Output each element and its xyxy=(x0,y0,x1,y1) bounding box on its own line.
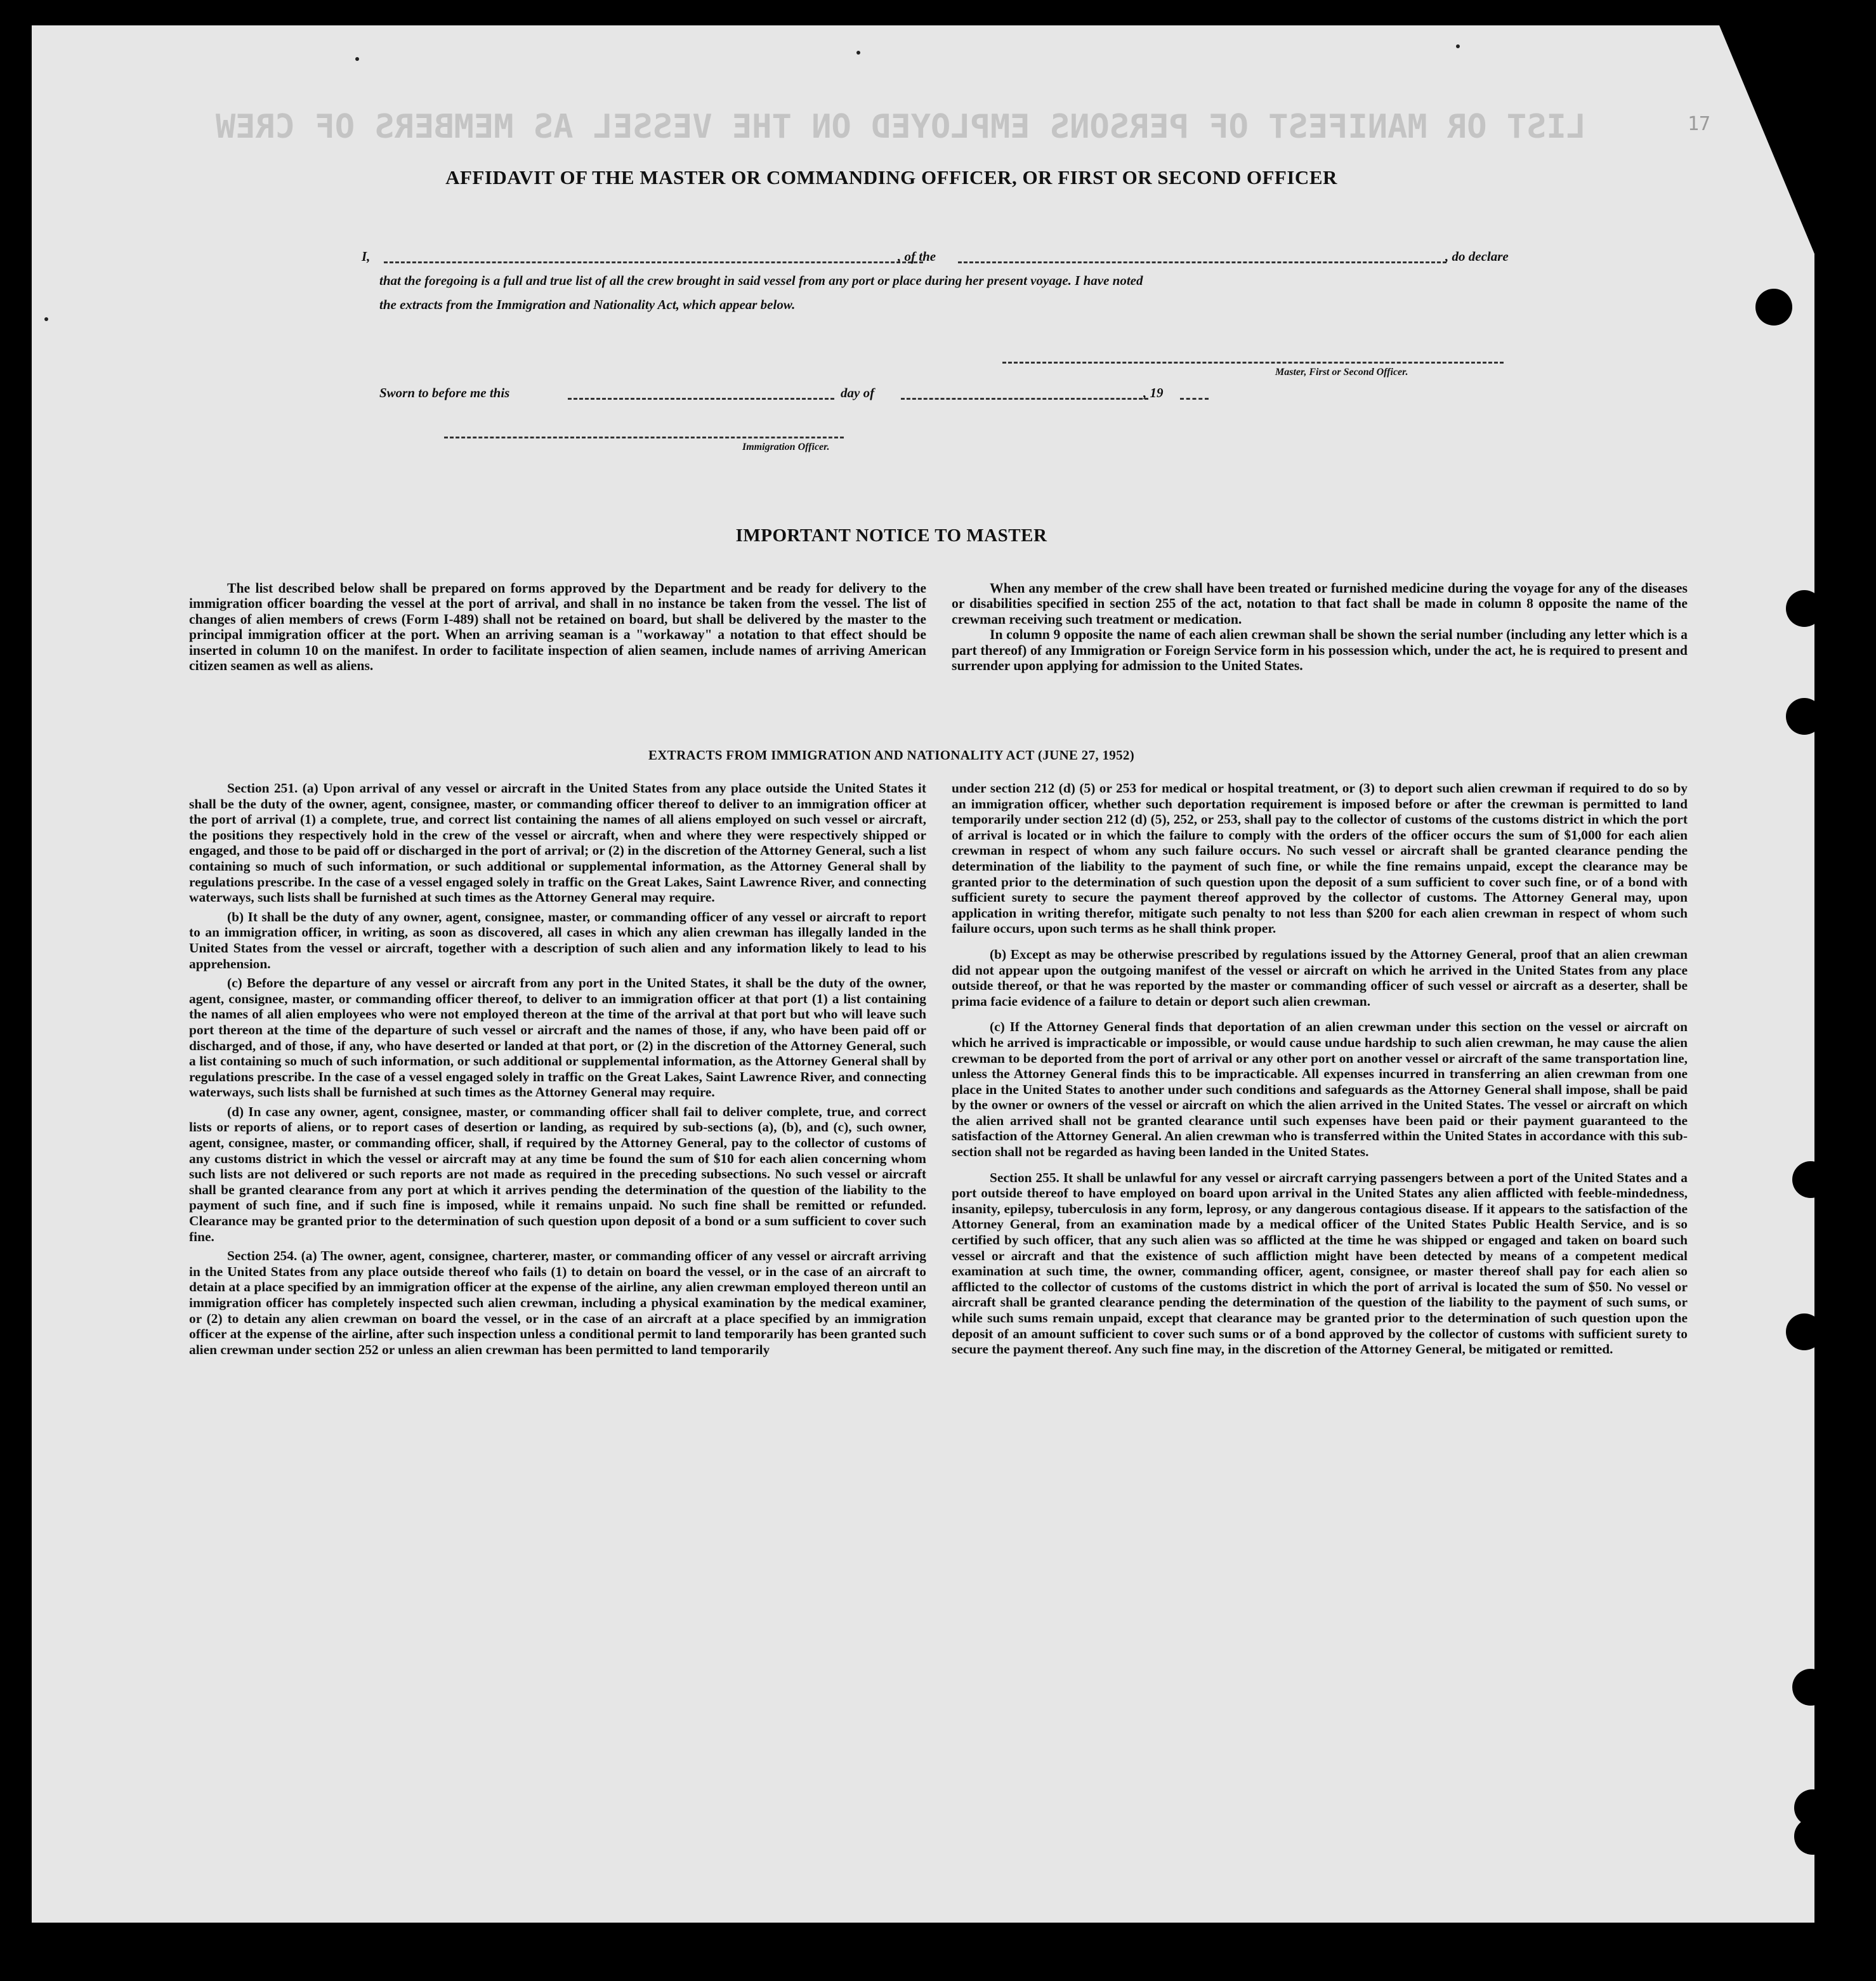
section-254a-continued: under section 212 (d) (5) or 253 for medical or hospital treatment, or (3) to deport such alien crewman if required to do so by an immigration officer, whether such deportation requirement is imposed before or after the crewman is permitted to land temporarily under section 212 (d) (5), 252, or 253, shall pay to the collector of customs of the customs district in which the port of arrival is located or in which the failure to comply with the orders of the officer occurs the sum of $1,000 for each alien crewman in respect of whom any such failure occurs. No such vessel or aircraft shall be granted clearance pending the determination of the liability to the payment of such fine, or while the fine remains unpaid, except the clearance may be granted prior to the determination of such question upon the deposit of a sum sufficient to cover such fine, or of a bond with sufficient surety to secure the payment thereof approved by the collector of customs. The Attorney General may, upon application in writing therefor, mitigate such penalty to not less than $200 for each alien crewman in respect of whom such failure occurs, upon such terms as he shall think proper. xyxy=(952,780,1688,937)
extracts-left-column xyxy=(189,780,926,1357)
master-signature-label: Master, First or Second Officer. xyxy=(1275,367,1408,378)
sworn-label: Sworn to before me this xyxy=(379,385,510,400)
torn-corner xyxy=(1719,25,1814,254)
vessel-blank[interactable] xyxy=(958,261,1446,263)
bleed-through-header: LIST OR MANIFEST OF PERSONS EMPLOYED ON THE VESSEL AS MEMBERS OF CREW xyxy=(215,108,1587,146)
binder-hole xyxy=(1794,1818,1814,1855)
section-251b: (b) It shall be the duty of any owner, agent, consignee, master, or commanding officer of any vessel or aircraft to report to an immigration officer, in writing, as soon as discovered, all cases in which any alien crewman has illegally landed in the United States from the vessel or aircraft, together with a description of such alien and any information likely to lead to his apprehension. xyxy=(189,909,926,971)
sworn-day-blank[interactable] xyxy=(568,398,834,400)
binder-hole xyxy=(1755,289,1792,326)
speck xyxy=(355,57,359,61)
document-page xyxy=(32,25,1814,1923)
notice-right-paragraphs xyxy=(952,581,1688,673)
section-255: Section 255. It shall be unlawful for any vessel or aircraft carrying passengers between a port of the United States and a port outside thereof to have employed on board upon arrival in the United States any alien afflicted with feeble-mindedness, insanity, epilepsy, tuberculosis in any form, leprosy, or any dangerous contagious disease. If it appears to the satisfaction of the Attorney General, from an examination made by a medical officer of the United States Public Health Service, and is so certified by such officer, that any such alien was so afflicted at the time he was shipped or engaged and taken on board such vessel or aircraft and that the existence of such affliction might have been detected by means of a competent medical examination at such time, the owner, commanding officer, agent, consignee, or master thereof shall pay for each alien so afflicted to the collector of customs of the customs district in which the port of arrival is located the sum of $50. No vessel or aircraft shall be granted clearance pending the determination of the question of the liability to the payment of such sums, or while such sums remain unpaid, except that clearance may be granted prior to the determination of such question upon the deposit of an amount sufficient to cover such sums or of a bond approved by the collector of customs with sufficient surety to secure the payment thereof. Any such fine may, in the discretion of the Attorney General, be mitigated or remitted. xyxy=(952,1169,1688,1357)
affidavit-title: AFFIDAVIT OF THE MASTER OR COMMANDING OFFICER, OR FIRST OR SECOND OFFICER xyxy=(445,166,1337,188)
notice-left-text: The list described below shall be prepared on forms approved by the Department and be ready for delivery to the immigration officer boarding the vessel at the port of arrival, and shall in no instance be taken from the vessel. The list of changes of alien members of crews (Form I-489) shall not be retained on board, but shall be delivered by the master to the principal immigration officer at the port. When an arriving seaman is a "workaway" a notation to that effect should be inserted in column 10 on the manifest. In order to facilitate inspection of alien seamen, include names of arriving American citizen seamen as well as aliens. xyxy=(189,581,926,674)
extracts-title: EXTRACTS FROM IMMIGRATION AND NATIONALITY ACT (JUNE 27, 1952) xyxy=(648,747,1134,763)
section-254a: Section 254. (a) The owner, agent, consignee, charterer, master, or commanding officer of any vessel or aircraft arriving in the United States from any place outside thereof who fails (1) to detain on board the vessel, or in the case of an aircraft to detain at a place specified by an immigration officer at the expense of the airline, any alien crewman employed thereon until an immigration officer has completely inspected such alien crewman, including a physical examination by the medical examiner, or (2) to detain any alien crewman on board the vessel, or in the case of an aircraft at a place specified by an immigration officer at the expense of the airline, after such inspection unless a conditional permit to land temporarily has been granted such alien crewman under section 252 or unless an alien crewman has been permitted to land temporarily xyxy=(189,1248,926,1357)
affidavit-extracts-line: the extracts from the Immigration and Nationality Act, which appear below. xyxy=(379,297,796,312)
affidavit-statement-line: that the foregoing is a full and true list of all the crew brought in said vessel from any port or place during her present voyage. I have noted xyxy=(379,273,1143,288)
section-251a: Section 251. (a) Upon arrival of any vessel or aircraft in the United States from any place outside the United States it shall be the duty of the owner, agent, consignee, master, or commanding officer thereof to deliver to an immigration officer at the port of arrival (1) a complete, true, and correct list containing the names of all aliens employed on such vessel or aircraft, the positions they respectively hold in the crew of the vessel or aircraft, when and where they were respectively shipped or engaged, and those to be paid off or discharged in the port of arrival; or (2) in the discretion of the Attorney General, such a list containing so much of such information, or such additional or supplemental information, as the Attorney General shall by regulations prescribe. In the case of a vessel engaged solely in traffic on the Great Lakes, Saint Lawrence River, and connecting waterways, such lists shall be furnished at such times as the Attorney General may require. xyxy=(189,780,926,905)
binder-hole xyxy=(1786,1313,1814,1350)
notice-title: IMPORTANT NOTICE TO MASTER xyxy=(735,525,1047,546)
speck xyxy=(856,51,860,55)
notice-right-text-1: When any member of the crew shall have been treated or furnished medicine during the voyage for any of the diseases or disabilities specified in section 255 of the act, notation to that fact shall be made in column 8 opposite the name of the crewman receiving such treatment or medication. xyxy=(952,581,1688,627)
immigration-officer-signature-line[interactable] xyxy=(444,437,844,438)
year-label: , 19 xyxy=(1143,385,1164,400)
name-blank[interactable] xyxy=(384,261,923,263)
affidavit-i-label: I, xyxy=(362,249,371,264)
speck xyxy=(44,317,48,321)
year-blank[interactable] xyxy=(1180,398,1209,400)
affidavit-declare-label: , do declare xyxy=(1445,249,1509,264)
notice-right-text-2: In column 9 opposite the name of each alien crewman shall be shown the serial number (including any letter which is a part thereof) of any Immigration or Foreign Service form in his possession which, under the act, he is required to present and surrender upon applying for admission to the United States. xyxy=(952,627,1688,674)
bleed-through-sheet-number: 17 xyxy=(1688,113,1711,135)
binder-hole xyxy=(1786,698,1814,735)
affidavit-of-the-label: , of the xyxy=(898,249,936,264)
notice-left-paragraph xyxy=(189,581,926,673)
binder-hole xyxy=(1786,590,1814,627)
extracts-right-column xyxy=(952,780,1688,1357)
section-251c: (c) Before the departure of any vessel or aircraft from any port in the United States, it shall be the duty of the owner, agent, consignee, master, or commanding officer thereof, to deliver to an immigration officer at that port (1) a list containing the names of all alien employees who were not employed thereon at the time of the arrival at that port but who will leave such port thereon at the time of the departure of such vessel or aircraft and the names of those, if any, who have been paid off or discharged, and of those, if any, who have deserted or landed at that port, or (2) in the discretion of the Attorney General, such a list containing so much of such information, or such additional or supplemental information, as the Attorney General shall by regulations prescribe. In the case of a vessel engaged solely in traffic on the Great Lakes, Saint Lawrence River, and connecting waterways, such lists shall be furnished at such times as the Attorney General may require. xyxy=(189,975,926,1100)
day-of-label: day of xyxy=(841,385,875,400)
section-254c: (c) If the Attorney General finds that deportation of an alien crewman under this section on the vessel or aircraft on which he arrived is impracticable or impossible, or would cause undue hardship to such alien crewman, he may cause the alien crewman to be deported from the port of arrival or any other port on another vessel or aircraft of the same transportation line, unless the Attorney General finds this to be impracticable. All expenses incurred in transferring an alien crewman from one place in the United States to another under such conditions and safeguards as the Attorney General shall impose, shall be paid by the owner or owners of the vessel or aircraft on which the alien arrived in the United States. The vessel or aircraft on which the alien arrived shall not be granted clearance until such expenses have been paid or their payment guaranteed to the satisfaction of the Attorney General. An alien crewman who is transferred within the United States in accordance with this sub-section shall not be regarded as having been landed in the United States. xyxy=(952,1019,1688,1160)
immigration-officer-label: Immigration Officer. xyxy=(742,442,830,452)
section-254b: (b) Except as may be otherwise prescribed by regulations issued by the Attorney General, proof that an alien crewman did not appear upon the outgoing manifest of the vessel or aircraft on which he arrived in the United States from any place outside thereof, or that he was reported by the master or commanding officer of such vessel or aircraft as a deserter, shall be prima facie evidence of a failure to detain or deport such alien crewman. xyxy=(952,946,1688,1009)
binder-hole xyxy=(1792,1669,1814,1706)
sworn-month-blank[interactable] xyxy=(901,398,1148,400)
master-signature-line[interactable] xyxy=(1002,362,1504,364)
speck xyxy=(1456,44,1460,48)
section-251d: (d) In case any owner, agent, consignee, master, or commanding officer shall fail to deliver complete, true, and correct lists or reports of aliens, or to report cases of desertion or landing, as required by sub-sections (a), (b), and (c), such owner, agent, consignee, master, or commanding officer, shall, if required by the Attorney General, pay to the collector of customs of any customs district in which the vessel or aircraft may at any time be found the sum of $10 for each alien concerning whom such lists are not delivered or such reports are not made as required in the preceding subsections. No such vessel or aircraft shall be granted clearance from any port at which it arrives pending the determination of the question of the liability to the payment of such fine, and if such fine is imposed, while it remains unpaid. No such fine shall be remitted or refunded. Clearance may be granted prior to the determination of such question upon deposit of a bond or a sum sufficient to cover such fine. xyxy=(189,1103,926,1244)
binder-hole xyxy=(1792,1161,1814,1198)
